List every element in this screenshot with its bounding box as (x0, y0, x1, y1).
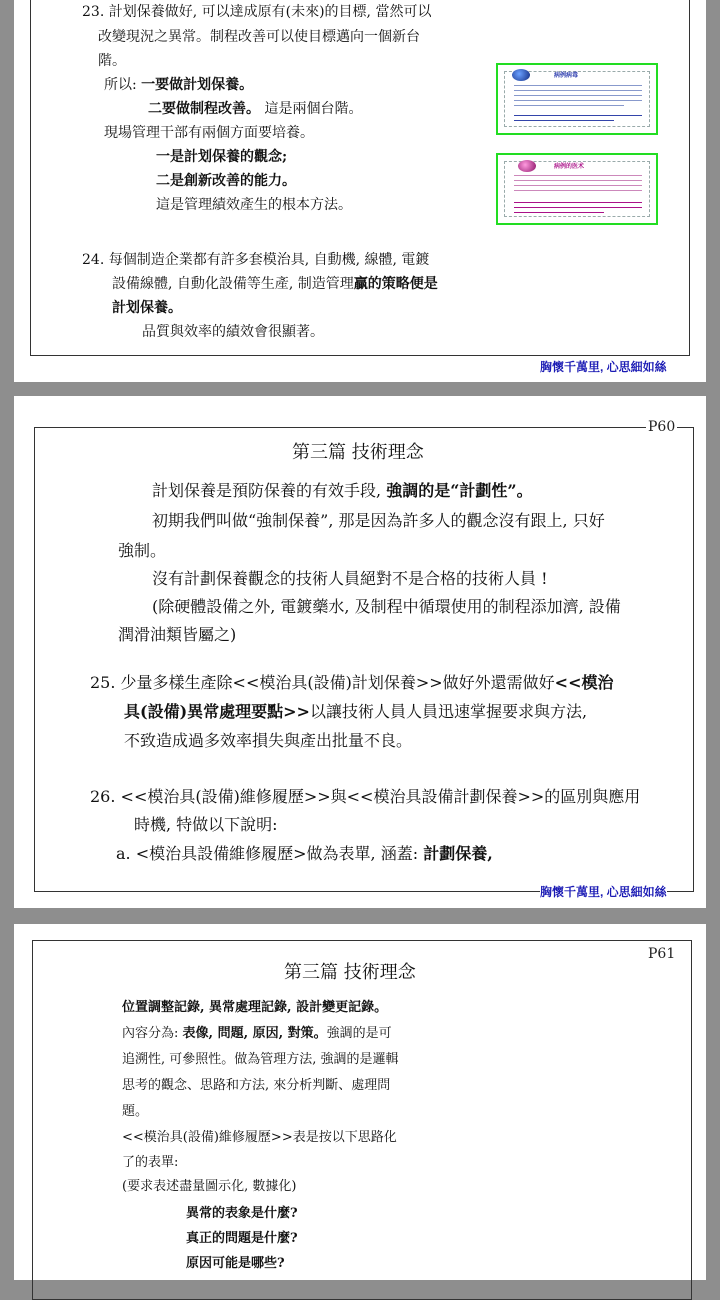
point-2: 二是創新改善的能力。 (156, 173, 296, 189)
text-line-6: <<模治具(設備)維修履歷>>表是按以下思路化 (122, 1130, 397, 1145)
item-24-line3: 計划保養。 (112, 300, 182, 316)
item-23-line2: 改變現況之異常。制程改善可以使目標邁向一個新台 (98, 29, 420, 45)
suoyi-line: 所以: 一要做計划保養。 (104, 77, 254, 93)
slide-thumbnail-2 (496, 153, 658, 225)
thumb-text-line (514, 190, 642, 191)
xianchang-line: 現場管理干部有兩個方面要培養。 (104, 125, 314, 141)
basis-line: 這是管理績效產生的根本方法。 (156, 197, 352, 213)
thumb-text-line (514, 207, 642, 208)
thumb-text-line (514, 100, 642, 101)
para-4-line1: (除硬體設備之外, 電鍍藥水, 及制程中循環使用的制程添加濟, 設備 (152, 597, 621, 616)
thumbnail-caption: 病例的医术 (554, 163, 585, 170)
thumb-text-line (514, 202, 642, 203)
thumb-text-line (514, 85, 642, 86)
thumb-text-line (514, 105, 624, 106)
page-footer-motto: 胸懷千萬里, 心思細如絲 (540, 885, 667, 899)
page-number: P61 (648, 946, 676, 962)
thumb-text-line (514, 212, 604, 213)
thumbnail-caption: 病例病毒 (554, 72, 579, 79)
thumb-text-line (514, 180, 642, 181)
text-line-7: 了的表單: (122, 1155, 179, 1170)
thumb-text-line (514, 115, 642, 116)
globe-icon (512, 69, 530, 81)
text-line-8: (要求表述盡量圖示化, 數據化) (122, 1179, 297, 1194)
page-59 (14, 0, 706, 382)
para-2-line2: 強制。 (118, 541, 167, 560)
section-title: 第三篇 技術理念 (292, 442, 424, 463)
page-number: P60 (648, 419, 676, 435)
point-1: 一是計划保養的觀念; (156, 149, 288, 165)
para-3: 沒有計劃保養觀念的技術人員絕對不是合格的技術人員 ! (152, 569, 548, 588)
question-2: 真正的問題是什麼? (186, 1231, 298, 1246)
item-24-line1: 24. 每個制造企業都有許多套模治具, 自動機, 線體, 電鍍 (82, 252, 430, 268)
item-25-line3: 不致造成過多效率損失與產出批量不良。 (124, 731, 413, 750)
question-3: 原因可能是哪些? (186, 1256, 285, 1271)
item-25-line1: 25. 少量多樣生產除<<模治具(設備)計划保養>>做好外還需做好<<模治 (90, 673, 614, 692)
section-title: 第三篇 技術理念 (284, 962, 416, 983)
para-2-line1: 初期我們叫做“強制保養”, 那是因為許多人的觀念沒有跟上, 只好 (152, 511, 605, 530)
text-line-2: 內容分為: 表像, 問題, 原因, 對策。強調的是可 (122, 1026, 392, 1041)
item-26-line2: 時機, 特做以下說明: (134, 815, 278, 834)
thumb-text-line (514, 90, 642, 91)
page-60 (14, 396, 706, 908)
disc-icon (518, 160, 536, 172)
thumb-text-line (514, 185, 642, 186)
text-line-1: 位置調整記錄, 異常處理記錄, 設計變更記錄。 (122, 1000, 388, 1015)
thumb-text-line (514, 175, 642, 176)
page-61 (14, 924, 706, 1280)
suoyi-line2: 二要做制程改善。 這是兩個台階。 (148, 101, 363, 117)
item-26-line3: a. <模治具設備維修履歷>做為表單, 涵蓋: 計劃保養, (116, 844, 493, 863)
text-line-4: 思考的觀念、思路和方法, 來分析判斷、處理問 (122, 1078, 391, 1093)
page-footer-motto: 胸懷千萬里, 心思細如絲 (540, 360, 667, 374)
text-line-5: 題。 (122, 1104, 149, 1119)
thumb-text-line (514, 120, 614, 121)
item-23-line1: 23. 計划保養做好, 可以達成原有(未來)的目標, 當然可以 (82, 4, 432, 20)
item-25-line2: 具(設備)異常處理要點>>以讓技術人員人員迅速掌握要求與方法, (124, 702, 588, 721)
item-26-line1: 26. <<模治具(設備)維修履歷>>與<<模治具設備計劃保養>>的區別與應用 (90, 787, 641, 806)
text-line-3: 追溯性, 可參照性。做為管理方法, 強調的是邏輯 (122, 1052, 399, 1067)
para-4-line2: 潤滑油類皆屬之) (118, 625, 237, 644)
thumb-text-line (514, 95, 642, 96)
slide-thumbnail-1 (496, 63, 658, 135)
para-1: 計划保養是預防保養的有效手段, 強調的是“計劃性”。 (152, 481, 533, 500)
item-24-line4: 品質與效率的績效會很顯著。 (142, 324, 324, 340)
question-1: 異常的表象是什麼? (186, 1206, 298, 1221)
item-24-line2: 設備線體, 自動化設備等生產, 制造管理贏的策略便是 (112, 276, 438, 292)
item-23-line3: 階。 (98, 53, 126, 69)
